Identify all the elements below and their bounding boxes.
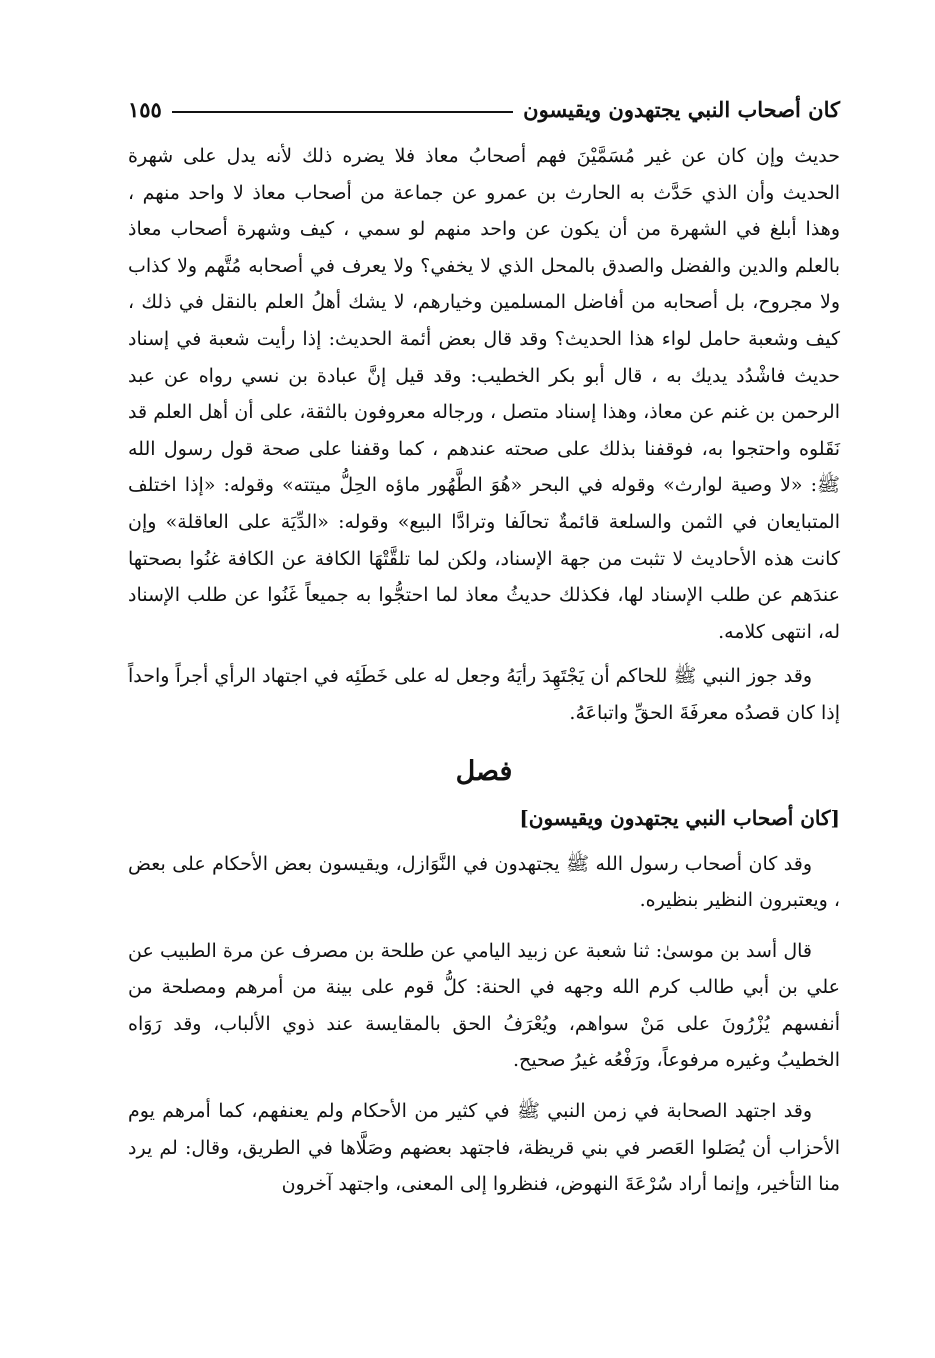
paragraph-muadh-hadith: حديث وإن كان عن غير مُسَمَّيْنَ فهم أصحابُ معاذ فلا يضره ذلك لأنه يدل على شهرة الحديث وأن الذي حَدَّث به الحارث بن عمرو عن جماعة من أصحاب معاذ لا واحد منهم ، وهذا أبلغ في الشهرة من أن يكون عن واحد منهم لو سمي ، كيف وشهرة أصحاب معاذ بالعلم والدين والفضل والصدق بالمحل الذي لا يخفي؟ ولا يعرف في أصحابه مُتَّهم ولا كذاب ولا مجروح، بل أصحابه من أفاضل المسلمين وخيارهم، لا يشك أهلُ العلم بالنقل في ذلك ، كيف وشعبة حامل لواء هذا الحديث؟ وقد قال بعض أئمة الحديث: إذا رأيت شعبة في إسناد حديث فاشْدُد يديك به ، قال أبو بكر الخطيب: وقد قيل إنَّ عبادة بن نسي رواه عن عبد الرحمن بن غنم عن معاذ، وهذا إسناد متصل ، ورجاله معروفون بالثقة، على أن أهل العلم قد نَقَلوه واحتجوا به، فوقفنا بذلك على صحته عندهم ، كما وقفنا على صحة قول رسول الله ﷺ: «لا وصية لوارث» وقوله في البحر «هُوَ الطَّهُور ماؤه الحِلُّ ميتته» وقوله: «إذا اختلف المتبايعان في الثمن والسلعة قائمةٌ تحالَفا وترادَّا البيع» وقوله: «الدِّيَة على العاقلة» وإن كانت هذه الأحاديث لا تثبت من جهة الإسناد، ولكن لما تلقَّتْهَا الكافة عن الكافة غنُوا بصحتها عندَهم عن طلب الإسناد لها، فكذلك حديثُ معاذ لما احتجُّوا به جميعاً غَنُوا عن طلب الإسناد له، انتهى كلامه. (128, 145, 840, 643)
page-body (128, 138, 840, 1203)
paragraph-ijtihad-judge: وقد جوز النبي ﷺ للحاكم أن يَجْتَهِدَ رأيَهُ وجعل له على خَطَئِه في اجتهاد الرأي أجراً واحداً إذا كان قصدُه معرفَةَ الحقِّ واتباعَهُ. (128, 665, 840, 724)
paragraph-asad-ibn-musa: قال أسد بن موسىٰ: ثنا شعبة عن زبيد اليامي عن طلحة بن مصرف عن مرة الطبيب عن علي بن أبي طالب كرم الله وجهه في الحنة: كلُّ قوم على بينة من أمرهم ومصلحة من أنفسهم يُزْرُونَ على مَنْ سواهم، ويُعْرَفُ الحق بالمقايسة عند ذوي الألباب، وقد رَوَاه الخطيبُ وغيره مرفوعاً، ورَفْعُه غيرُ صحيح. (128, 939, 840, 1072)
paragraph-bani-qurayza: وقد اجتهد الصحابة في زمن النبي ﷺ في كثير من الأحكام ولم يعنفهم، كما أمرهم يوم الأحزاب أن يُصَلوا العَصر في بني قريظة، فاجتهد بعضهم وصَلَّاها في الطريق، وقال: لم يرد منا التأخير، وإنما أراد سُرْعَةَ النهوض، فنظروا إلى المعنى، واجتهد آخرون (128, 1100, 840, 1196)
paragraph-companions-analogy: وقد كان أصحاب رسول الله ﷺ يجتهدون في النَّوَازل، ويقيسون بعض الأحكام على بعض ، ويعتبرون النظير بنظيره. (128, 852, 840, 912)
section-heading: [كان أصحاب النبي يجتهدون ويقيسون] (519, 805, 840, 830)
running-title: كان أصحاب النبي يجتهدون ويقيسون (523, 96, 840, 122)
header-rule (172, 111, 513, 113)
fasl-heading: فصل (455, 755, 513, 787)
page-header (128, 92, 840, 126)
page-number: ١٥٥ (128, 96, 162, 122)
